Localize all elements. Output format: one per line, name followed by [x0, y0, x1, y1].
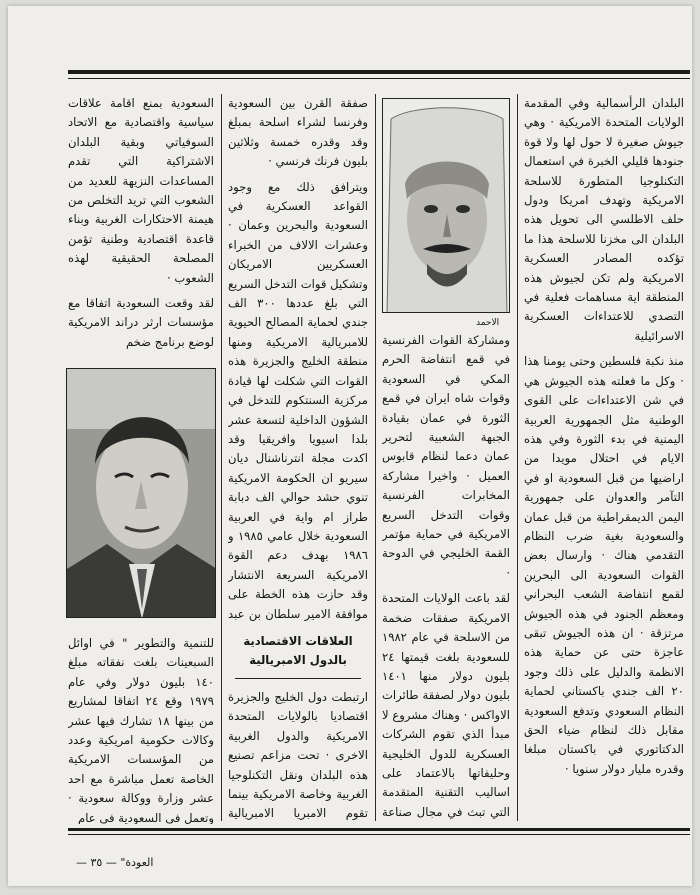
- top-rule-thin: [68, 78, 690, 79]
- column-3-continued: [228, 688, 368, 823]
- column-4: [68, 94, 214, 366]
- col1-paragraph: البلدان الرأسمالية وفي المقدمة الولايات المتحدة الامريكية · وهي جيوش صغيرة لا حول لها ولا قوة جنودها قليلي الخبرة في استعمال التكنلوجيا المتطورة للاسلحة الامريكية وتهدف امريكا ودول حلف الاطلسي الى تحويل هذه البلدان الى مخزنا للاسلحة هذا ما تؤكده المصادر العسكرية الامريكية ولم تكن لجيوش هذه المنطقة اية مساهمات فعلية في التصدي للاعتداءات العسكرية الاسرائيلية: [524, 96, 684, 343]
- column-2: [382, 331, 510, 823]
- portrait-caption: الاحمد: [476, 318, 500, 328]
- bottom-rule-thin: [68, 834, 690, 835]
- magazine-page: [8, 6, 692, 886]
- col4-paragraph: السعودية بمنع اقامة علاقات سياسية واقتصادية مع الاتحاد السوفياتي وبقية البلدان الاشتراكية التي تقدم المساعدات النزيهة للعديد من الشعوب التي تريد التخلص من هيمنة الاحتكارات الغربية وبناء قاعدة اقتصادية وطنية تؤمن المصلحة الحقيقية لهذه الشعوب ·: [68, 96, 214, 285]
- col3-paragraph: ويترافق ذلك مع وجود القواعد العسكرية في السعودية والبحرين وعمان · وعشرات الالاف من الخبراء العسكريين الامريكان وتشكيل قوات التدخل السريع التي بلغ عددها ٣٠٠ الف جندي لحماية المصالح الحيوية للامبريالية الامريكية ومنها منطقة الخليج والجزيرة هذه القوات التي شكلت لها قيادة مركزية السنتكوم للتدخل في الشؤون الداخلية لتسعة عشر بلدا اسيويا وافريقيا وقد اكدت مجلة انترناشنال ديان سيريو ان الحكومة الامريكية تنوي حشد حوالي الف دبابة طراز ام واية في العربية السعودية خلال عامي ١٩٨٥ و ١٩٨٦ بهدف دعم القوة الامريكية السريعة الانتشار وقد حازت هذه الخطة على موافقة الامير سلطان بن عبد: [228, 179, 368, 621]
- col2-paragraph: ومشاركة القوات الفرنسية في قمع انتفاضة الحرم المكي في السعودية وقوات شاه ايران في قمع الثورة في عمان بقيادة الجبهة الشعبية لتحرير عمان دعما لنظام قابوس العميل · واخيرا مشاركة المخابرات الفرنسية وقوات التدخل السريع الامريكية في حماية مؤتمر القمة الخليجي في الدوحة ·: [382, 333, 510, 580]
- column-3: [228, 94, 368, 624]
- col1-paragraph: منذ نكبة فلسطين وحتى يومنا هذا · وكل ما فعلته هذه الجيوش هي في شن الاعتداءات على القوى الوطنية مثل الجمهورية العربية اليمنية في بدء الثورة وفي هذه الايام في احتلال مويدا من اراضيها من قبل السعودية او في التآمر والعدوان على جمهورية اليمن الديمقراطية من قبل عمان والسعودية بغية ضرب النظام التقدمي هناك · وارسال بعض القوات السعودية الى البحرين لقمع انتفاضة الشعب البحراني ومعظم الجنود في هذه الجيوش مرتزقة · ان هذه الجيوش تبقى عاجزة حتى عن حماية هذه الانظمة والدليل على ذلك وجود ٢٠ الف جندي باكستاني لحماية النظام السعودي وتدفع السعودية مقابل ذلك لنظام ضياء الحق الدكتاتوري في باكستان مبلغا وقدره مليار دولار سنويا ·: [524, 354, 684, 776]
- col4-paragraph: لقد وقعت السعودية اتفاقا مع مؤسسات ارثر دراند الامريكية لوضع برنامج ضخم: [68, 296, 214, 349]
- portrait-man-suit: [67, 369, 216, 618]
- column-4-continued: [68, 634, 214, 824]
- column-separator: [221, 94, 222, 821]
- page-number-footer: العودة" — ٣٥ —: [76, 856, 154, 869]
- column-separator: [517, 94, 518, 821]
- column-1: [524, 94, 684, 824]
- col3-paragraph: صفقة القرن بين السعودية وفرنسا لشراء اسلحة بمبلغ وقد وقدره خمسة وثلاثين بليون فرنك فرنسي ·: [228, 96, 368, 169]
- col4-paragraph: للتنمية والتطوير " في اوائل السبعينات بلغت نفقاته مبلغ ١٤٠ بليون دولار وفي عام ١٩٧٩ وقع ٢٤ اتفاقا لمشاريع من بينها ١٨ تشارك فيها عشر وكالات حكومية امريكية وعدد من المؤسسات الامريكية الخاصة تعمل مباشرة مع احد عشر وزارة ووكالة سعودية · وتعمل في السعودية في عام: [68, 636, 214, 824]
- bottom-rule: [68, 828, 690, 831]
- portrait-headdress-figure: [383, 99, 510, 313]
- section-heading: العلاقات الاقتصادية بالدول الامبريالية: [228, 628, 368, 683]
- col2-paragraph: لقد باعت الولايات المتحدة الامريكية صفقات ضخمة من الاسلحة في عام ١٩٨٢ للسعودية بلغت قيمتها ٢٤ بليون دولار منها ١٤٠١ بليون دولار لصفقة طائرات الاواكس · وهناك مشروع لا مبدأ الذي تقوم الشركات العسكرية للدول الخليجية وحليفاتها بالاعتماد على اساليب التقنية المتقدمة التي تبث في مجال صناعة: [382, 591, 510, 819]
- portrait-photo-left: [382, 98, 510, 313]
- column-separator: [375, 94, 376, 821]
- portrait-photo-right: [66, 368, 216, 618]
- col3-paragraph: ارتبطت دول الخليج والجزيرة اقتصاديا بالولايات المتحدة الامريكية والدول الغربية الاخرى · تحت مزاعم تصنيع هذه البلدان ونقل التكنلوجيا الغربية وخاصة الامريكية بينما تقوم الامبريا الامبريالية: [228, 690, 368, 821]
- top-rule: [68, 70, 690, 74]
